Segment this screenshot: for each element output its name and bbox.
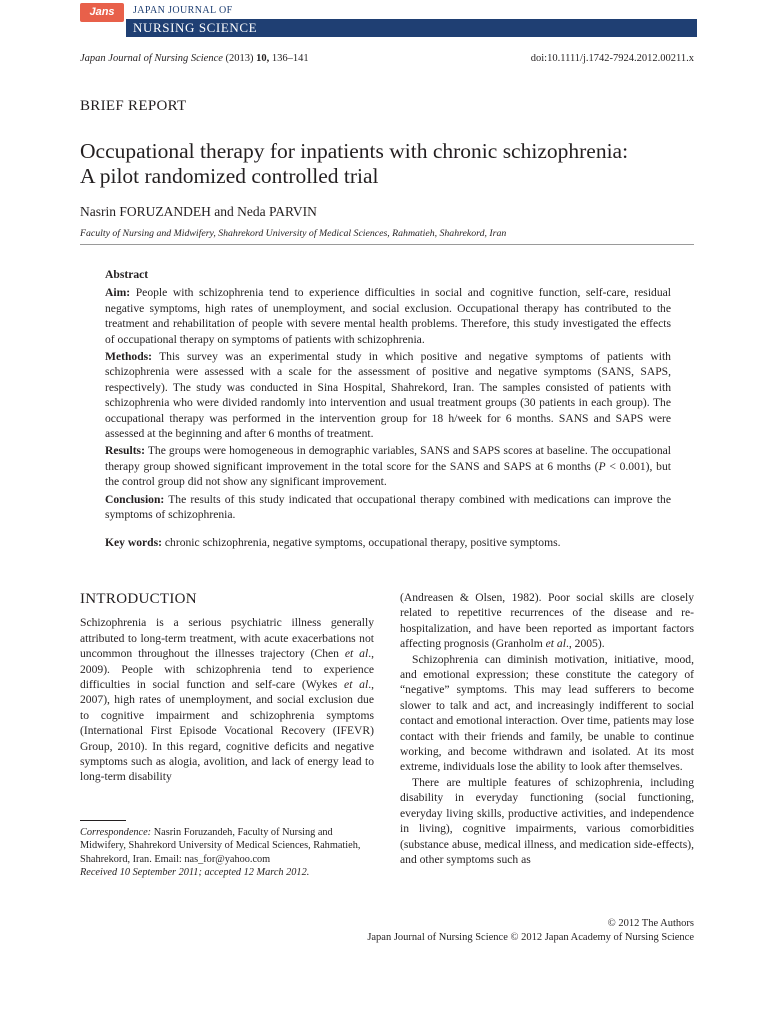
text-run: ., 2007), high rates of unemployment, and social exclusion due to cognitive impairment and schizophrenia symptoms (International First Episode Vocational Recovery (IFEVR) Group, 2010). In this regard, cognitive deficits and negative symptoms such as alogia, avolition, and lack of energy lead to long-term disability (80, 678, 374, 784)
citation-year: (2013) (225, 53, 254, 64)
correspondence (80, 826, 374, 866)
footnote-divider (80, 820, 126, 821)
abstract-conclusion (105, 492, 671, 523)
title-line: A pilot randomized controlled trial (80, 164, 379, 188)
title-line: Occupational therapy for inpatients with chronic schizophrenia: (80, 139, 629, 163)
received-dates: Received 10 September 2011; accepted 12 March 2012. (80, 867, 310, 879)
article-title (80, 139, 700, 189)
intro-paragraph-2: Schizophrenia can diminish motivation, initiative, mood, and emotional expression; these constitute the category of “negative” symptoms. This may lead sufferers to become slower to talk and act, and increasingly indifferent to social contact and emotional interaction. Over time, patients may lose contact with their friends and family, be unable to continue working, and become withdrawn and isolated. At its most extreme, individuals lose the ability to look after themselves. (400, 652, 694, 774)
journal-banner (126, 19, 697, 37)
journal-logo: Jans (80, 3, 124, 22)
conclusion-label: Conclusion: (105, 492, 165, 506)
section-label: BRIEF REPORT (80, 98, 187, 114)
correspondence-footnote (80, 826, 374, 880)
conclusion-text: The results of this study indicated that occupational therapy combined with medications can improve the symptoms of schizophrenia. (105, 492, 671, 522)
keywords-text: chronic schizophrenia, negative symptoms, occupational therapy, positive symptoms. (164, 535, 561, 549)
text-run: et al (545, 637, 566, 651)
aim-label: Aim: (105, 286, 131, 300)
doi[interactable]: doi:10.1111/j.1742-7924.2012.00211.x (530, 53, 694, 64)
keywords (105, 535, 671, 550)
intro-paragraph-3: There are multiple features of schizophrenia, including disability in everyday functioning (social functioning, everyday living skills, productive activities, and independence in living), cognitive impairments, various comorbidities (substance abuse, medical illness, and medication side-effects), and other symptoms such as (400, 775, 694, 866)
copyright-line: © 2012 The Authors (607, 918, 694, 929)
citation-journal: Japan Journal of Nursing Science (80, 53, 223, 64)
text-run: et al (344, 678, 369, 692)
results-text: < 0.001), but the control group did not show any significant improvement. (105, 459, 671, 489)
abstract-results (105, 443, 671, 489)
abstract-aim (105, 285, 671, 347)
abstract-methods (105, 349, 671, 441)
aim-text: People with schizophrenia tend to experience difficulties in social and cognitive function, self-care, residual negative symptoms, high rates of unemployment, and social exclusion. Occupational therapy has contributed to the treatment and rehabilitation of people with severe mental health problems. Therefore, this study investigated the effects of occupational therapy on symptoms of patients with schizophrenia. (105, 286, 671, 346)
text-run: Schizophrenia is a serious psychiatric illness generally attributed to long-term treatment, with acute exacerbations not uncommon throughout the illnesses trajectory (Chen (80, 616, 374, 661)
methods-label: Methods: (105, 350, 153, 364)
right-column (400, 590, 694, 867)
keywords-label: Key words: (105, 535, 162, 549)
citation-pages: 136–141 (271, 53, 309, 64)
citation-volume: 10, (256, 53, 270, 64)
results-label: Results: (105, 444, 145, 458)
text-run: ., 2009). People with schizophrenia tend to experience difficulties in social function and self-care (Wykes (80, 647, 374, 692)
abstract-heading: Abstract (105, 268, 149, 281)
text-run: ., 2005). (565, 637, 605, 651)
results-text: The groups were homogeneous in demographic variables, SANS and SAPS scores at baseline. The occupational therapy group showed significant improvement in the total score for the SANS and SAPS at 6 months ( (105, 444, 671, 473)
intro-paragraph-1-continued (400, 590, 694, 652)
correspondence-label: Correspondence: (80, 827, 152, 838)
p-value-symbol: P (598, 459, 606, 473)
authors: Nasrin FORUZANDEH and Neda PARVIN (80, 204, 317, 219)
journal-name-banner: NURSING SCIENCE (133, 20, 258, 35)
methods-text: This survey was an experimental study in which positive and negative symptoms of patients with schizophrenia were assessed with a scale for the assessment of positive and negative symptoms (SANS, SAPS, respectively). The study was conducted in Sina Hospital, Shahrekord, Iran. The samples consisted of patients with schizophrenia who were divided randomly into intervention and usual treatment groups (30 patients in each group). The occupational therapy was performed in the intervention group for 18 h/week for 6 months. SANS and SAPS were assessed at the beginning and after 6 months of treatment. (105, 350, 671, 441)
abstract (105, 267, 671, 552)
intro-paragraph-1 (80, 615, 374, 784)
left-column (80, 590, 374, 785)
text-run: (Andreasen & Olsen, 1982). Poor social skills are closely related to repetitive recurrences of the disease and re-hospitalization, and have been reported as important factors affecting prognosis (Granholm (400, 591, 694, 651)
citation (80, 53, 309, 64)
copyright-line: Japan Journal of Nursing Science © 2012 Japan Academy of Nursing Science (367, 931, 694, 943)
journal-name-top: JAPAN JOURNAL OF (133, 5, 233, 16)
correspondence-text: Nasrin Foruzandeh, Faculty of Nursing and Midwifery, Shahrekord University of Medical Sciences, Rahmatieh, Shahrekord, Iran. Email: nas_for@yahoo.com (80, 827, 361, 865)
introduction-heading: INTRODUCTION (80, 591, 197, 607)
divider (80, 244, 694, 245)
text-run: et al (344, 647, 369, 661)
copyright-footer (367, 917, 694, 944)
affiliation: Faculty of Nursing and Midwifery, Shahrekord University of Medical Sciences, Rahmatieh, Shahrekord, Iran (80, 228, 507, 239)
